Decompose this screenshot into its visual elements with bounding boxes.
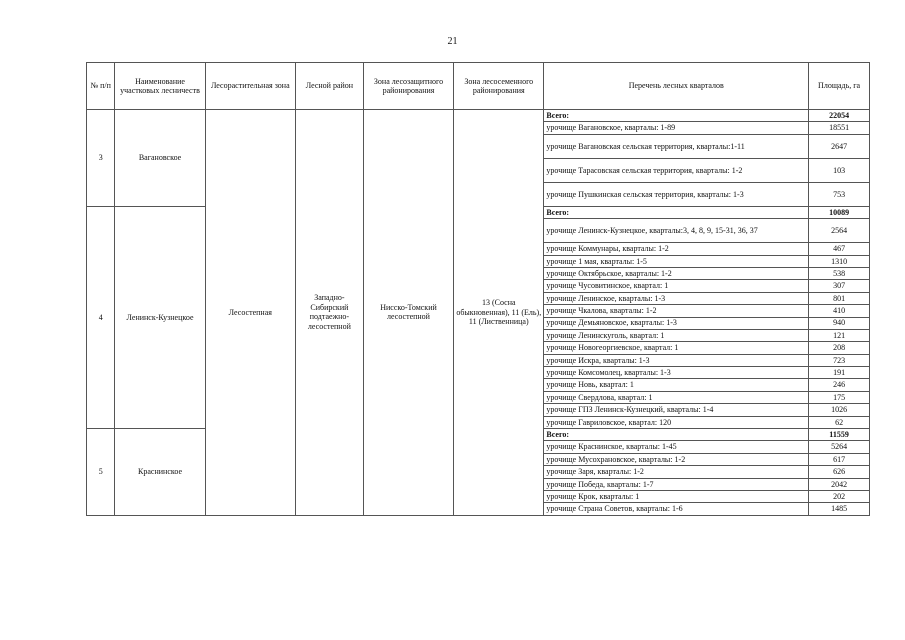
forest-region-cell: Западно-Сибирский подтаежно-лесостепной: [295, 110, 363, 516]
header-num: № п/п: [87, 63, 115, 110]
area-cell: 103: [809, 158, 870, 182]
area-cell: 202: [809, 490, 870, 502]
forestry-number: 3: [87, 110, 115, 207]
quarter-list-cell: урочище Октябрьское, кварталы: 1-2: [544, 267, 809, 279]
table-header-row: [87, 63, 870, 110]
quarter-list-cell: урочище Ленинск-Кузнецкое, кварталы:3, 4, 8, 9, 15-31, 36, 37: [544, 219, 809, 243]
quarter-list-cell: урочище Пушкинская сельская территория, кварталы: 1-3: [544, 182, 809, 206]
protect-zone-cell: Нисско-Томский лесостепной: [363, 110, 453, 516]
table-body: [87, 110, 870, 516]
quarter-list-cell: урочище Чкалова, кварталы: 1-2: [544, 305, 809, 317]
header-area: Площадь, га: [809, 63, 870, 110]
header-veg-zone: Лесорастительная зона: [205, 63, 295, 110]
total-row: [87, 110, 870, 122]
forestry-name: Ленинск-Кузнецкое: [115, 206, 205, 428]
header-protect-zone: Зона лесозащитного районирования: [363, 63, 453, 110]
quarter-list-cell: урочище Ленинское, кварталы: 1-3: [544, 292, 809, 304]
quarter-list-cell: урочище Демьяновское, кварталы: 1-3: [544, 317, 809, 329]
quarter-list-cell: Всего:: [544, 206, 809, 218]
quarter-list-cell: урочище Коммунары, кварталы: 1-2: [544, 243, 809, 255]
quarter-list-cell: урочище ГПЗ Ленинск-Кузнецкий, кварталы: 1-4: [544, 404, 809, 416]
area-cell: 940: [809, 317, 870, 329]
page-number: 21: [447, 36, 458, 47]
quarter-list-cell: урочище Страна Советов, кварталы: 1-6: [544, 503, 809, 515]
area-cell: 1026: [809, 404, 870, 416]
quarter-list-cell: урочище Краснинское, кварталы: 1-45: [544, 441, 809, 453]
quarter-list-cell: урочище Гавриловское, квартал: 120: [544, 416, 809, 428]
area-cell: 191: [809, 367, 870, 379]
quarter-list-cell: урочище Крок, кварталы: 1: [544, 490, 809, 502]
quarter-list-cell: урочище Вагановская сельская территория, кварталы:1-11: [544, 134, 809, 158]
quarter-list-cell: урочище Новогеоргиевское, квартал: 1: [544, 342, 809, 354]
forestry-name: Вагановское: [115, 110, 205, 207]
quarter-list-cell: урочище Ленинскуголь, квартал: 1: [544, 329, 809, 341]
forest-quarters-table: [86, 62, 870, 516]
area-cell: 753: [809, 182, 870, 206]
area-cell: 208: [809, 342, 870, 354]
quarter-list-cell: урочище Новь, квартал: 1: [544, 379, 809, 391]
quarter-list-cell: урочище Свердлова, квартал: 1: [544, 391, 809, 403]
quarter-list-cell: урочище Победа, кварталы: 1-7: [544, 478, 809, 490]
area-cell: 307: [809, 280, 870, 292]
area-cell: 2564: [809, 219, 870, 243]
area-cell: 18551: [809, 122, 870, 134]
area-cell: 121: [809, 329, 870, 341]
header-forestry: Наименование участковых лесничеств: [115, 63, 205, 110]
area-cell: 5264: [809, 441, 870, 453]
quarter-list-cell: урочище Заря, кварталы: 1-2: [544, 466, 809, 478]
area-cell: 1310: [809, 255, 870, 267]
quarter-list-cell: урочище Вагановское, кварталы: 1-89: [544, 122, 809, 134]
area-cell: 22054: [809, 110, 870, 122]
area-cell: 1485: [809, 503, 870, 515]
header-region: Лесной район: [295, 63, 363, 110]
area-cell: 11559: [809, 429, 870, 441]
quarter-list-cell: урочище 1 мая, кварталы: 1-5: [544, 255, 809, 267]
forestry-name: Краснинское: [115, 429, 205, 516]
header-seed-zone: Зона лесосеменного районирования: [454, 63, 544, 110]
forestry-number: 4: [87, 206, 115, 428]
area-cell: 175: [809, 391, 870, 403]
area-cell: 723: [809, 354, 870, 366]
seed-zone-cell: 13 (Сосна обыкновенная), 11 (Ель), 11 (Лиственница): [454, 110, 544, 516]
quarter-list-cell: урочище Искра, кварталы: 1-3: [544, 354, 809, 366]
quarter-list-cell: урочище Комсомолец, кварталы: 1-3: [544, 367, 809, 379]
quarter-list-cell: Всего:: [544, 110, 809, 122]
area-cell: 62: [809, 416, 870, 428]
area-cell: 626: [809, 466, 870, 478]
forestry-number: 5: [87, 429, 115, 516]
area-cell: 410: [809, 305, 870, 317]
area-cell: 617: [809, 453, 870, 465]
area-cell: 2647: [809, 134, 870, 158]
area-cell: 467: [809, 243, 870, 255]
area-cell: 2042: [809, 478, 870, 490]
area-cell: 246: [809, 379, 870, 391]
area-cell: 538: [809, 267, 870, 279]
area-cell: 10089: [809, 206, 870, 218]
area-cell: 801: [809, 292, 870, 304]
header-quarters: Перечень лесных кварталов: [544, 63, 809, 110]
quarter-list-cell: урочище Тарасовская сельская территория, кварталы: 1-2: [544, 158, 809, 182]
quarter-list-cell: урочище Чусовитинское, квартал: 1: [544, 280, 809, 292]
veg-zone-cell: Лесостепная: [205, 110, 295, 516]
quarter-list-cell: Всего:: [544, 429, 809, 441]
quarter-list-cell: урочище Мусохрановское, кварталы: 1-2: [544, 453, 809, 465]
